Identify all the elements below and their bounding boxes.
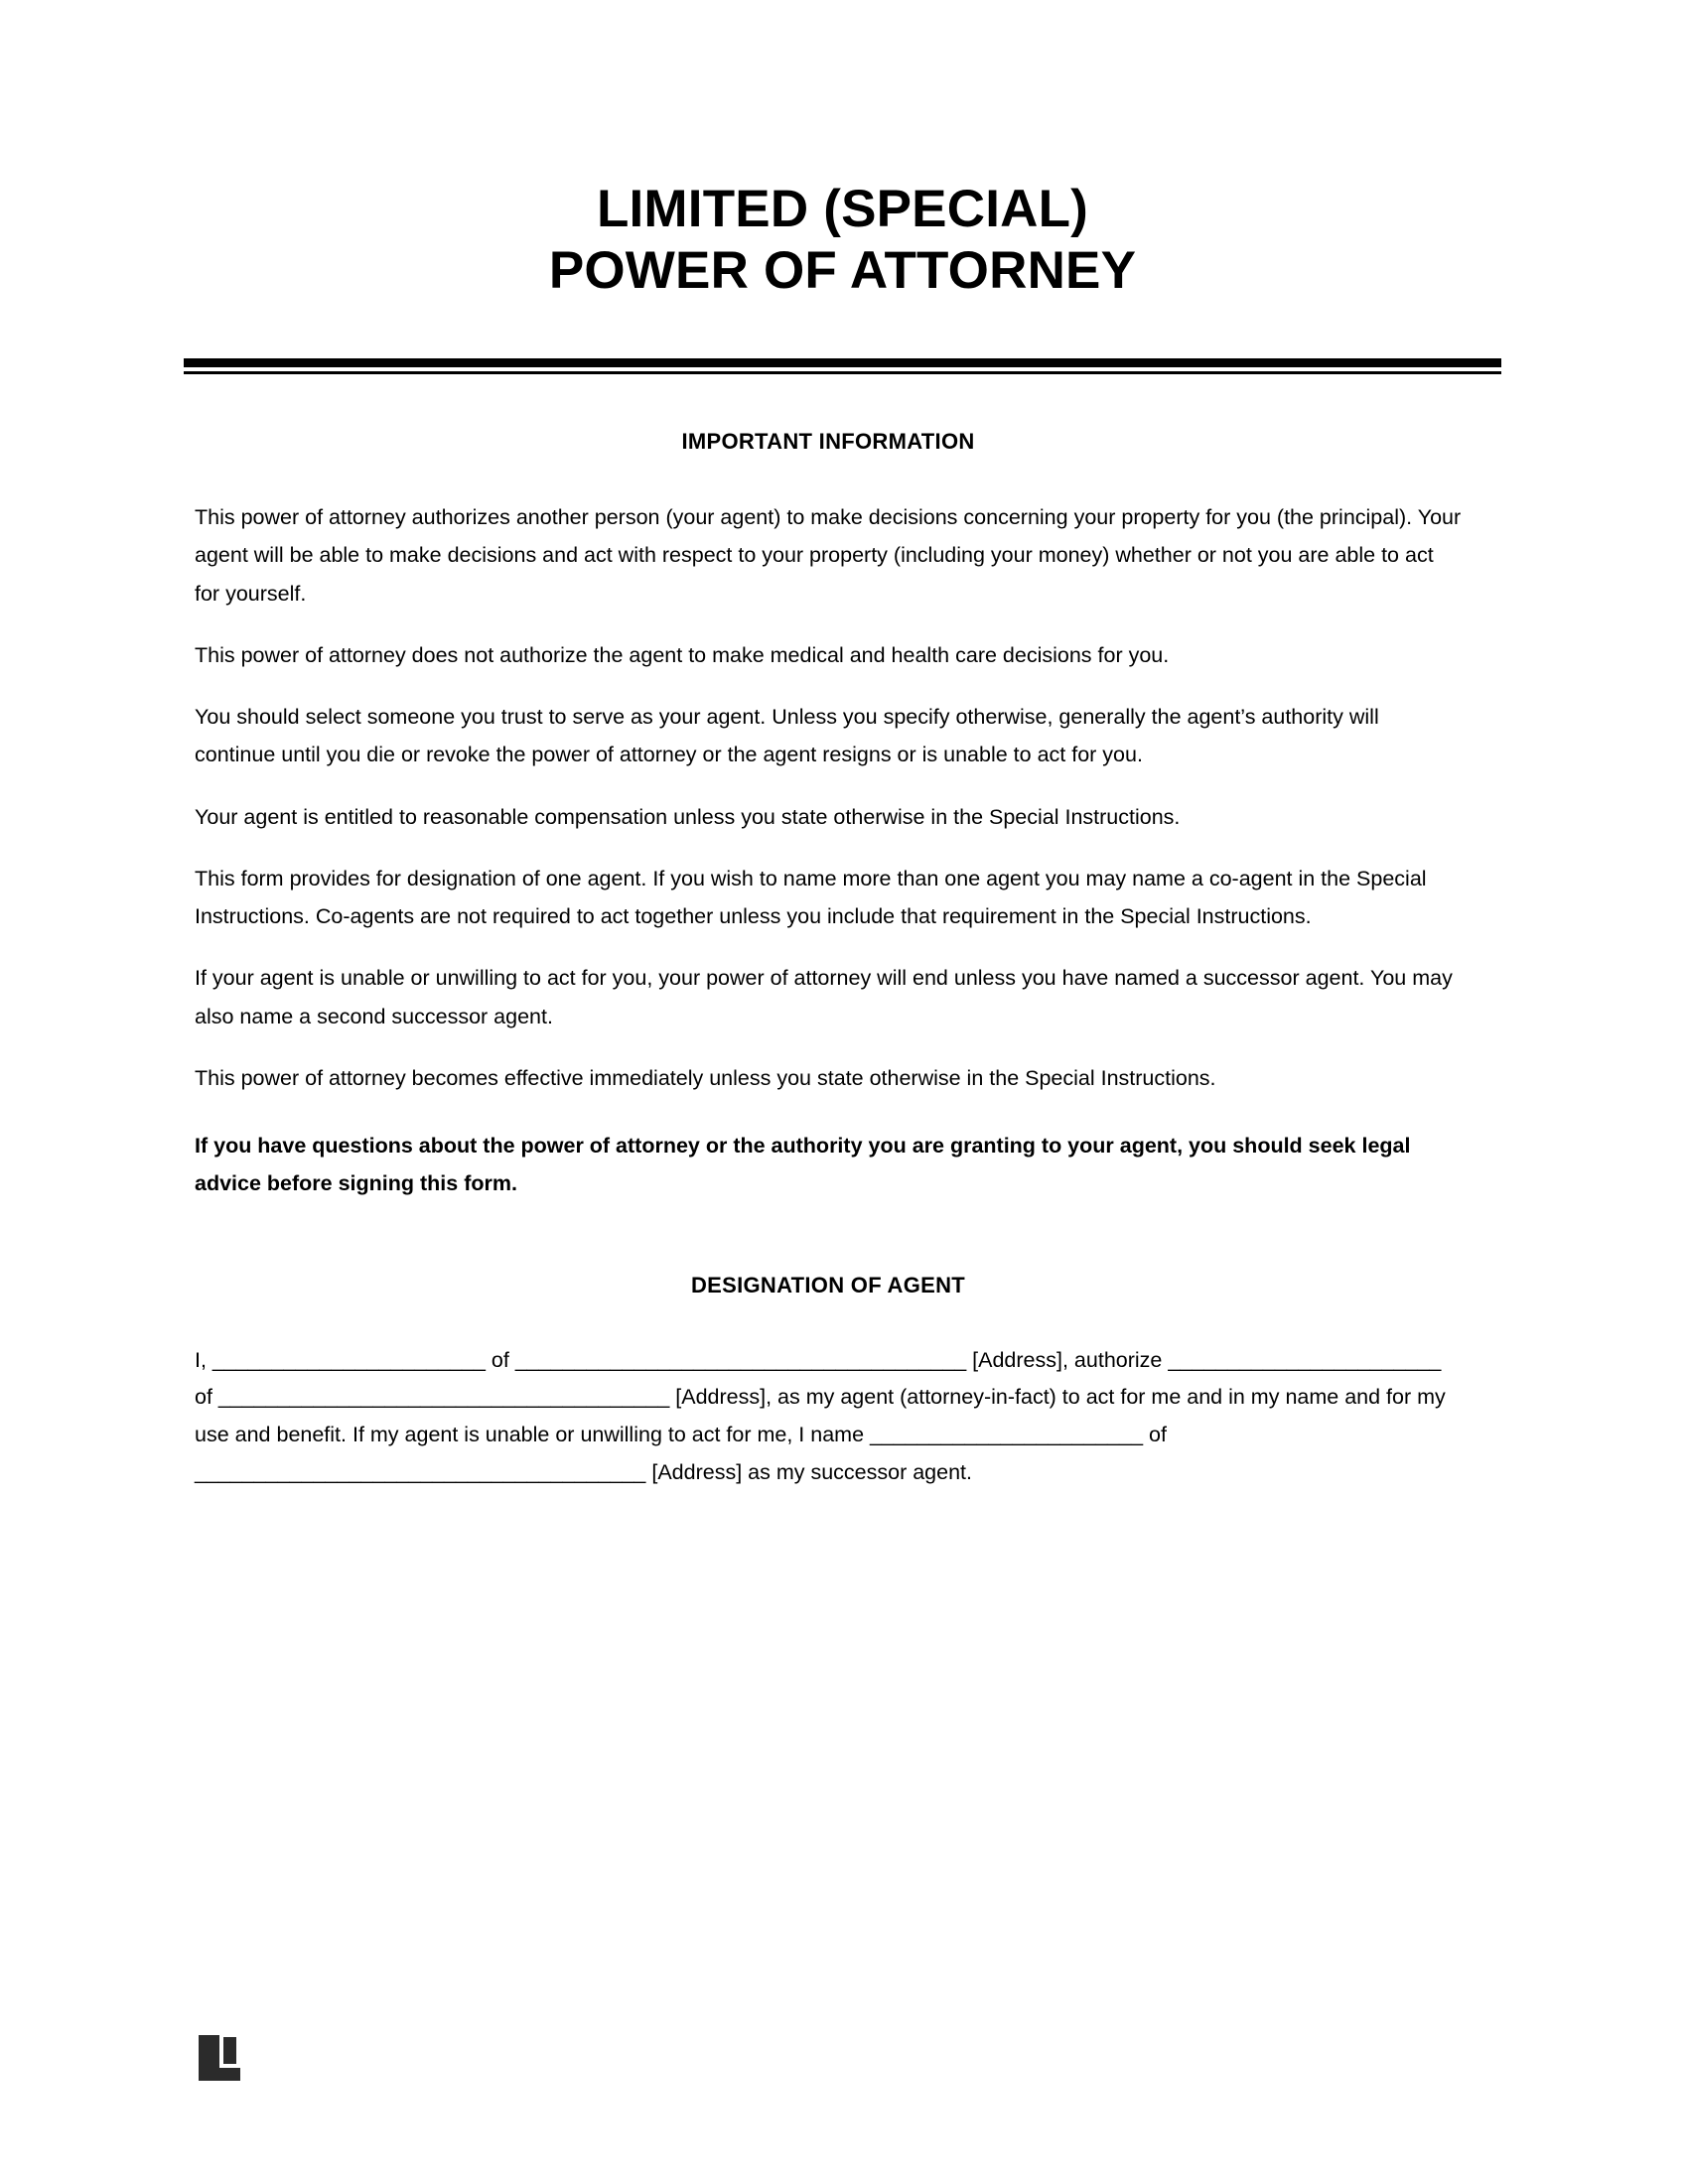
- l-document-logo-icon: [199, 2035, 240, 2081]
- paragraph-select-trusted-agent: You should select someone you trust to serve as your agent. Unless you specify otherwise, generally the agent’s authority will continue until you die or revoke the power of attorney or the agent resigns or is unable to act for you.: [195, 705, 1379, 767]
- page-title-line-2: POWER OF ATTORNEY: [548, 241, 1137, 300]
- spacer: [195, 774, 1462, 798]
- heading-designation-of-agent: DESIGNATION OF AGENT: [690, 1272, 966, 1297]
- page-title-line-1: LIMITED (SPECIAL): [596, 180, 1089, 238]
- spacer: [195, 455, 1462, 498]
- heading-important-information: IMPORTANT INFORMATION: [681, 429, 975, 454]
- spacer: [195, 613, 1462, 636]
- paragraph-authorizes: This power of attorney authorizes another person (your agent) to make decisions concerning your property for you (the principal). Your agent will be able to make decisions and act with respect to your property (including your money) whether or not you are able to act for yourself.: [195, 505, 1462, 606]
- paragraph-no-medical: This power of attorney does not authorize the agent to make medical and health care decisions for you.: [195, 642, 1170, 667]
- title-divider: [184, 358, 1501, 374]
- paragraph-effective-immediately: This power of attorney becomes effective immediately unless you state otherwise in the Special Instructions.: [195, 1065, 1216, 1090]
- spacer: [195, 935, 1462, 959]
- divider-thin-line: [184, 371, 1501, 374]
- paragraph-seek-legal-advice-notice: If you have questions about the power of attorney or the authority you are granting to your agent, you should seek legal advice before signing this form.: [195, 1134, 1411, 1196]
- legal-templates-logo: [199, 2035, 240, 2081]
- spacer: [195, 1298, 1462, 1342]
- spacer: [195, 674, 1462, 698]
- page-title: [184, 179, 1501, 302]
- spacer: [195, 1035, 1462, 1059]
- spacer: [195, 836, 1462, 860]
- paragraph-compensation: Your agent is entitled to reasonable compensation unless you state otherwise in the Special Instructions.: [195, 804, 1181, 829]
- divider-thick-line: [184, 358, 1501, 367]
- paragraph-successor-agent: If your agent is unable or unwilling to act for you, your power of attorney will end unless you have named a successor agent. You may also name a second successor agent.: [195, 966, 1453, 1028]
- document-body: [195, 417, 1462, 1491]
- spacer: [195, 1097, 1462, 1127]
- spacer: [195, 1203, 1462, 1273]
- designation-of-agent-fill-in-text[interactable]: I, _______________________ of ______________________________________ [Address], authorize _______________________ of ______________________________________ [Address], as my agent (attorney-in-fact) to act for me and in my name and for my use and benefit. If my agent is unable or unwilling to act for me, I name _______________________ of ______________________________________ [Address] as my successor agent.: [195, 1347, 1446, 1484]
- paragraph-one-agent-designation: This form provides for designation of one agent. If you wish to name more than one agent you may name a co-agent in the Special Instructions. Co-agents are not required to act together unless you include that requirement in the Special Instructions.: [195, 866, 1427, 929]
